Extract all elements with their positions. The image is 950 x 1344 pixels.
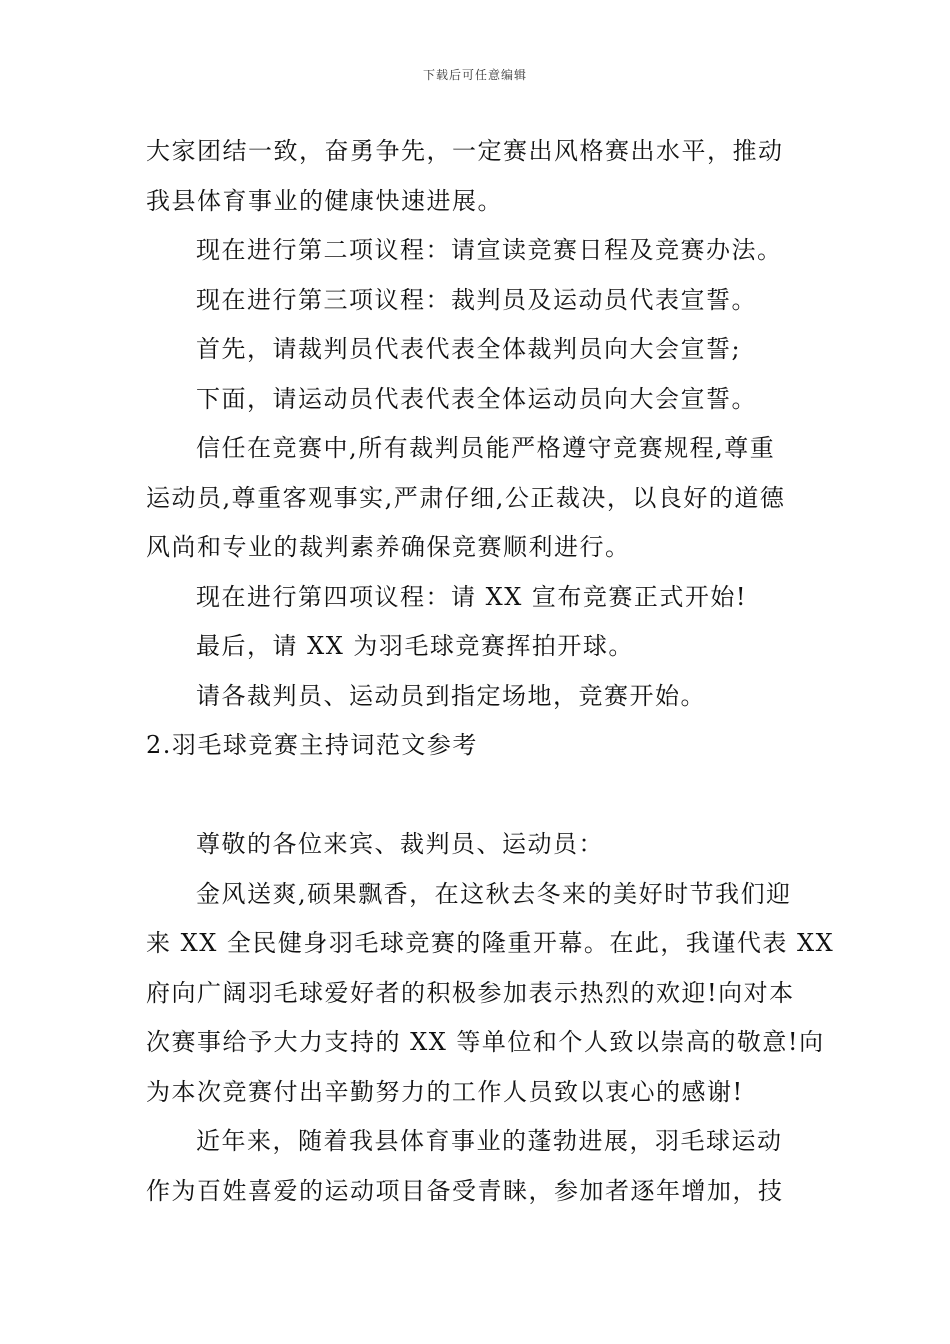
section-heading: 2.羽毛球竞赛主持词范文参考 [146, 731, 478, 759]
text-line: 作为百姓喜爱的运动项目备受青睐，参加者逐年增加，技 [146, 1176, 784, 1205]
text-line: 下面，请运动员代表代表全体运动员向大会宣誓。 [196, 384, 757, 413]
text-line: 近年来，随着我县体育事业的蓬勃进展，羽毛球运动 [196, 1127, 783, 1155]
text-line: 尊敬的各位来宾、裁判员、运动员： [196, 830, 604, 858]
text-line: 最后，请 XX 为羽毛球竞赛挥拍开球。 [196, 632, 634, 660]
text-line: 运动员,尊重客观事实,严肃仔细,公正裁决，以良好的道德 [146, 483, 786, 512]
text-line: 为本次竞赛付出辛勤努力的工作人员致以衷心的感谢! [146, 1077, 744, 1106]
text-line: 来 XX 全民健身羽毛球竞赛的隆重开幕。在此，我谨代表 XX [146, 929, 835, 957]
blank-line [146, 771, 814, 821]
text-line: 首先，请裁判员代表代表全体裁判员向大会宣誓; [196, 335, 742, 363]
text-line: 风尚和专业的裁判素养确保竞赛顺利进行。 [146, 533, 631, 561]
text-line: 府向广阔羽毛球爱好者的积极参加表示热烈的欢迎!向对本 [146, 978, 795, 1007]
text-line: 现在进行第四项议程：请 XX 宣布竞赛正式开始! [196, 582, 748, 611]
text-line: 信任在竞赛中,所有裁判员能严格遵守竞赛规程,尊重 [196, 434, 776, 462]
text-line: 请各裁判员、运动员到指定场地，竞赛开始。 [196, 681, 706, 710]
document-body [146, 127, 835, 1216]
text-line: 我县体育事业的健康快速进展。 [146, 186, 503, 215]
text-line: 次赛事给予大力支持的 XX 等单位和个人致以崇高的敬意!向 [146, 1028, 825, 1056]
text-line: 现在进行第三项议程：裁判员及运动员代表宣誓。 [196, 285, 757, 314]
text-line: 大家团结一致，奋勇争先，一定赛出风格赛出水平，推动 [146, 137, 784, 165]
text-line: 金风送爽,硕果飘香，在这秋去冬来的美好时节我们迎 [196, 879, 792, 908]
page-header: 下载后可任意编辑 [422, 68, 527, 82]
text-line: 现在进行第二项议程：请宣读竞赛日程及竞赛办法。 [196, 236, 783, 264]
